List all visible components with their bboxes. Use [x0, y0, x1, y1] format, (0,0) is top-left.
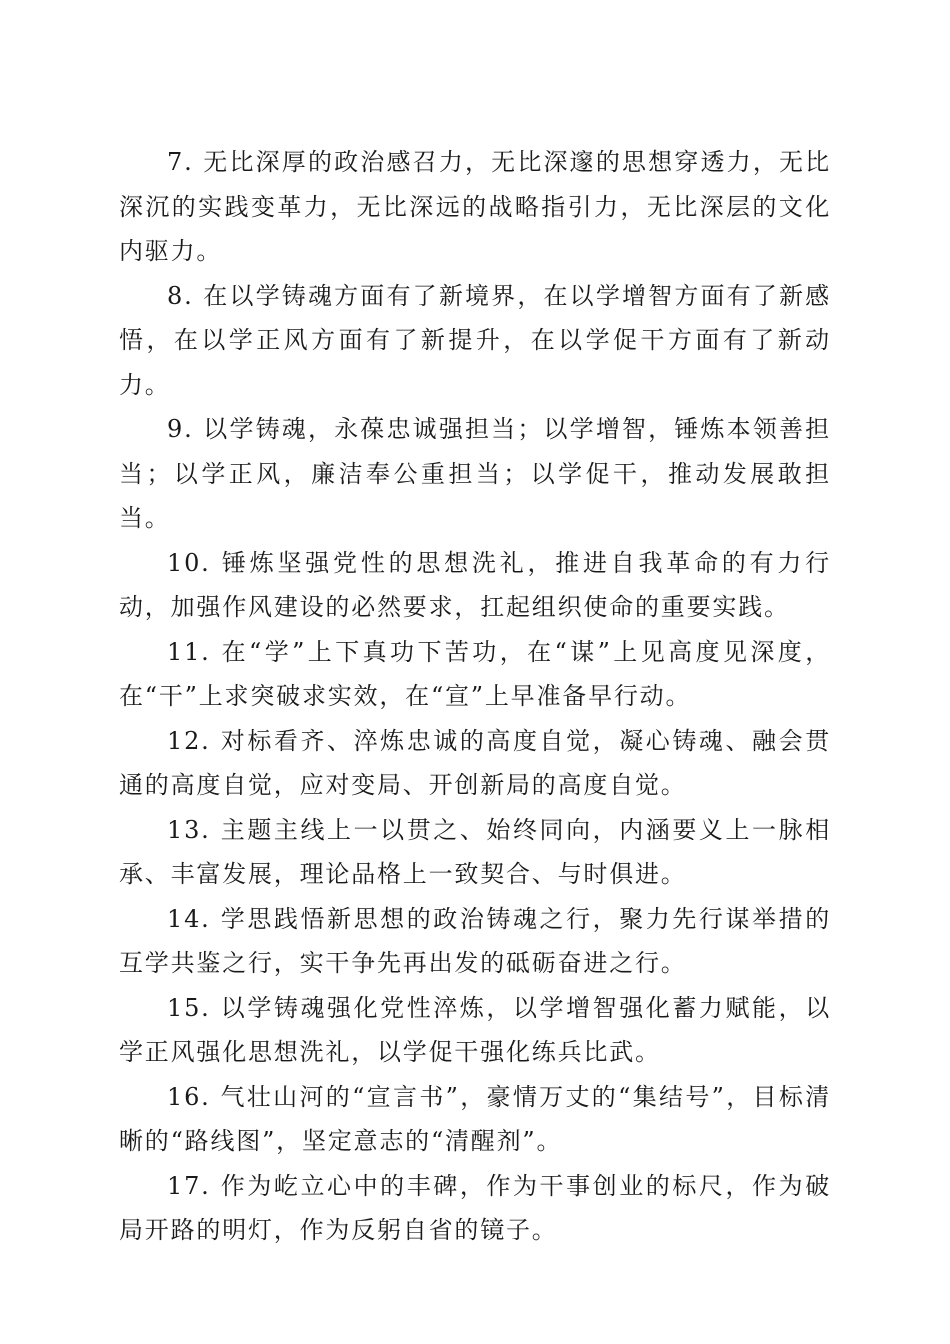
- paragraph-8: 8. 在以学铸魂方面有了新境界，在以学增智方面有了新感悟，在以学正风方面有了新提升，在以学促干方面有了新动力。: [119, 281, 831, 399]
- paragraph-16: 16. 气壮山河的“宣言书”，豪情万丈的“集结号”，目标清晰的“路线图”，坚定意志的“清醒剂”。: [119, 1082, 831, 1155]
- paragraph-7: 7. 无比深厚的政治感召力，无比深邃的思想穿透力，无比深沉的实践变革力，无比深远的战略指引力，无比深层的文化内驱力。: [119, 148, 831, 265]
- paragraph-10: 10. 锤炼坚强党性的思想洗礼，推进自我革命的有力行动，加强作风建设的必然要求，扛起组织使命的重要实践。: [119, 548, 831, 621]
- paragraph-13: 13. 主题主线上一以贯之、始终同向，内涵要义上一脉相承、丰富发展，理论品格上一致契合、与时俱进。: [119, 815, 831, 888]
- paragraph-17: 17. 作为屹立心中的丰碑，作为干事创业的标尺，作为破局开路的明灯，作为反躬自省的镜子。: [119, 1171, 831, 1244]
- document-body: [119, 140, 831, 1253]
- paragraph-11: 11. 在“学”上下真功下苦功，在“谋”上见高度见深度，在“干”上求突破求实效，在“宣”上早准备早行动。: [119, 637, 831, 710]
- paragraph-14: 14. 学思践悟新思想的政治铸魂之行，聚力先行谋举措的互学共鉴之行，实干争先再出发的砥砺奋进之行。: [119, 904, 831, 977]
- paragraph-12: 12. 对标看齐、淬炼忠诚的高度自觉，凝心铸魂、融会贯通的高度自觉，应对变局、开创新局的高度自觉。: [119, 726, 831, 799]
- paragraph-15: 15. 以学铸魂强化党性淬炼，以学增智强化蓄力赋能，以学正风强化思想洗礼，以学促干强化练兵比武。: [119, 993, 831, 1066]
- paragraph-9: 9. 以学铸魂，永葆忠诚强担当；以学增智，锤炼本领善担当；以学正风，廉洁奉公重担当；以学促干，推动发展敢担当。: [119, 415, 831, 532]
